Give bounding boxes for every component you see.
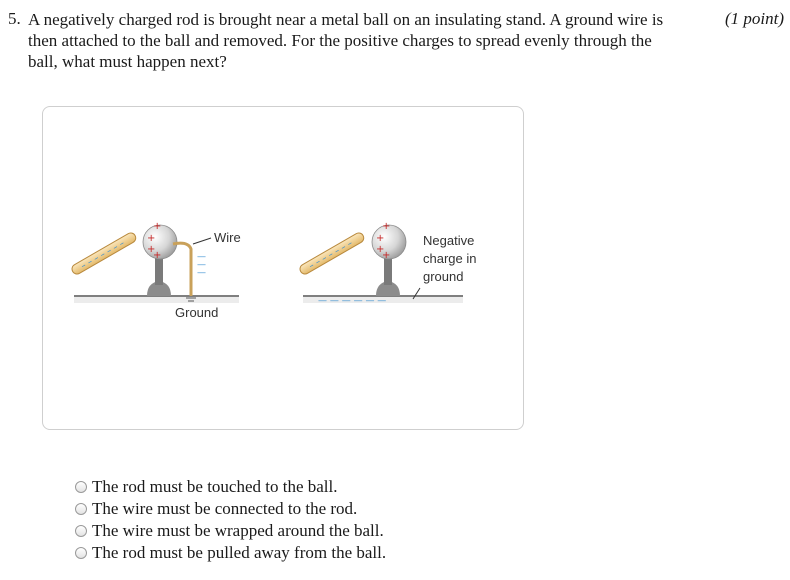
- radio-button[interactable]: [75, 547, 87, 559]
- left-ground-shade: [74, 297, 239, 303]
- option-label[interactable]: The wire must be wrapped around the ball.: [92, 521, 384, 540]
- ground-wire: [173, 243, 191, 296]
- svg-text:+: +: [153, 221, 162, 232]
- svg-text:+: +: [376, 244, 385, 255]
- radio-button[interactable]: [75, 481, 87, 493]
- option-label[interactable]: The wire must be connected to the rod.: [92, 499, 358, 518]
- negative-charge-label-line3: ground: [423, 269, 464, 284]
- svg-text:+: +: [153, 250, 162, 261]
- svg-text:+: +: [147, 244, 156, 255]
- svg-text:—: —: [197, 260, 206, 270]
- right-scene: [298, 221, 476, 306]
- right-rod: [298, 231, 366, 277]
- left-plus-charges: +: [147, 233, 156, 244]
- option-1[interactable]: [75, 476, 386, 498]
- radio-button[interactable]: [75, 525, 87, 537]
- option-label[interactable]: The rod must be touched to the ball.: [92, 477, 338, 496]
- negative-charge-label-line1: Negative: [423, 233, 475, 248]
- figure-panel: [42, 106, 524, 430]
- negative-charge-label-line2: charge in: [423, 251, 477, 266]
- question-text: [28, 9, 712, 72]
- question-text-line: A negatively charged rod is brought near a metal ball on an insulating stand. A ground wire is: [28, 10, 664, 29]
- question-text-line: ball, what must happen next?: [28, 52, 227, 71]
- option-3[interactable]: [75, 520, 386, 542]
- question-number: 5.: [8, 9, 21, 28]
- ground-label: Ground: [175, 305, 219, 320]
- wire-negative-charges: —: [197, 252, 206, 262]
- ground-negative-charges: — — — — — —: [318, 296, 387, 306]
- radio-button[interactable]: [75, 503, 87, 515]
- left-rod: [70, 231, 138, 277]
- svg-text:—: —: [197, 268, 206, 278]
- svg-text:– – – – – – –: – – – – – – –: [79, 238, 127, 272]
- question-text-line: then attached to the ball and removed. For the positive charges to spread evenly through the: [28, 31, 652, 50]
- svg-text:– – – – – – –: – – – – – – –: [307, 238, 355, 272]
- svg-text:+: +: [382, 250, 391, 261]
- wire-label-leader: [193, 238, 211, 244]
- option-2[interactable]: [75, 498, 386, 520]
- charge-diagram: [43, 107, 523, 429]
- wire-label: Wire: [214, 230, 241, 245]
- option-4[interactable]: [75, 542, 386, 564]
- right-plus-charges: +: [376, 233, 385, 244]
- option-label[interactable]: The rod must be pulled away from the ball.: [92, 543, 387, 562]
- svg-text:+: +: [382, 221, 391, 232]
- left-scene: [70, 221, 241, 320]
- answer-options: [75, 476, 386, 564]
- question-points: (1 point): [724, 9, 784, 28]
